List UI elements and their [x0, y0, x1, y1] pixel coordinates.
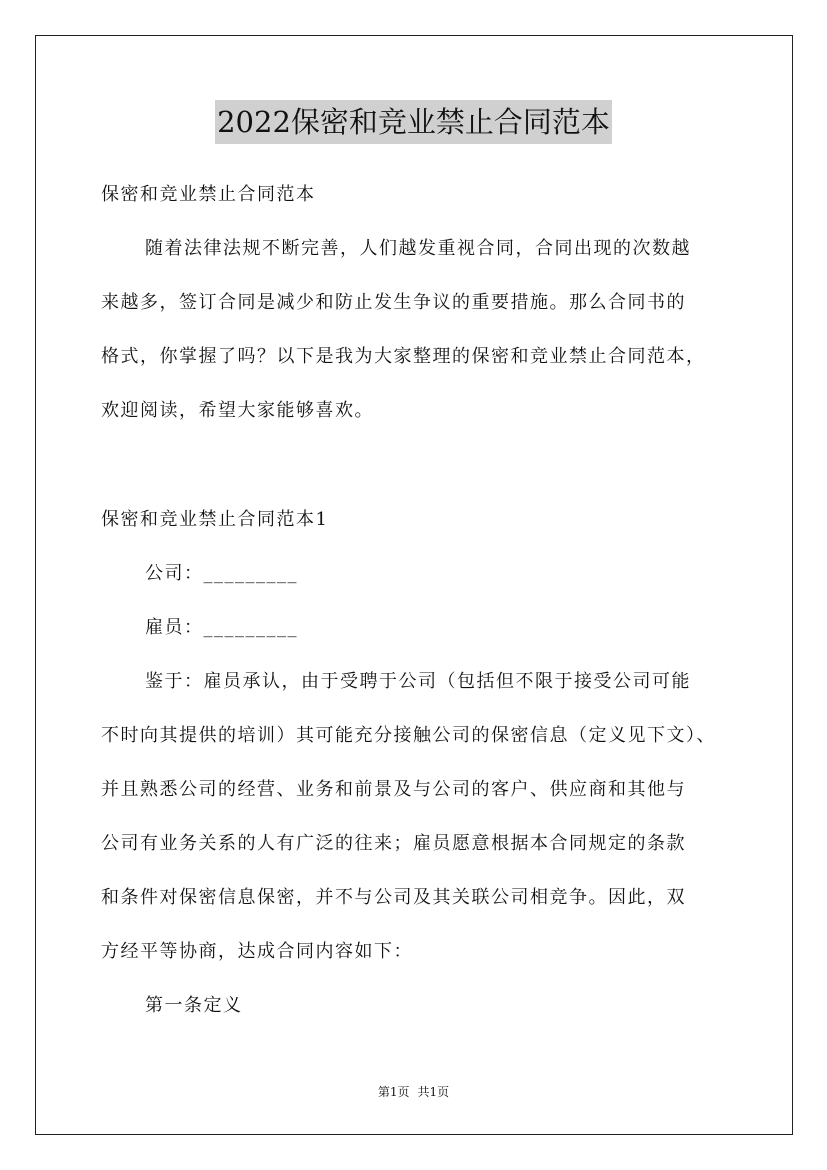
whereas-line-5: 和条件对保密信息保密，并不与公司及其关联公司相竞争。因此，双 — [101, 887, 686, 908]
company-field: 公司：_________ — [145, 563, 298, 584]
intro-line-4: 欢迎阅读，希望大家能够喜欢。 — [101, 400, 374, 421]
section-heading: 保密和竞业禁止合同范本1 — [101, 509, 329, 530]
whereas-line-6: 方经平等协商，达成合同内容如下： — [101, 941, 413, 962]
document-subtitle: 保密和竞业禁止合同范本 — [101, 184, 316, 205]
page-total: 共1页 — [417, 1085, 450, 1099]
employee-field: 雇员：_________ — [145, 617, 298, 638]
whereas-line-4: 公司有业务关系的人有广泛的往来；雇员愿意根据本合同规定的条款 — [101, 833, 686, 854]
document-title: 2022保密和竞业禁止合同范本 — [215, 100, 612, 144]
intro-line-1: 随着法律法规不断完善，人们越发重视合同，合同出现的次数越 — [145, 238, 691, 259]
intro-line-3: 格式，你掌握了吗？以下是我为大家整理的保密和竞业禁止合同范本， — [101, 346, 706, 367]
whereas-line-1: 鉴于：雇员承认，由于受聘于公司（包括但不限于接受公司可能 — [145, 671, 691, 692]
article-one-heading: 第一条定义 — [145, 995, 243, 1016]
whereas-line-3: 并且熟悉公司的经营、业务和前景及与公司的客户、供应商和其他与 — [101, 779, 686, 800]
page-number: 第1页 — [377, 1085, 410, 1099]
page-footer — [0, 1083, 827, 1100]
whereas-line-2: 不时向其提供的培训）其可能充分接触公司的保密信息（定义见下文）、 — [101, 725, 716, 746]
intro-line-2: 来越多，签订合同是减少和防止发生争议的重要措施。那么合同书的 — [101, 292, 686, 313]
